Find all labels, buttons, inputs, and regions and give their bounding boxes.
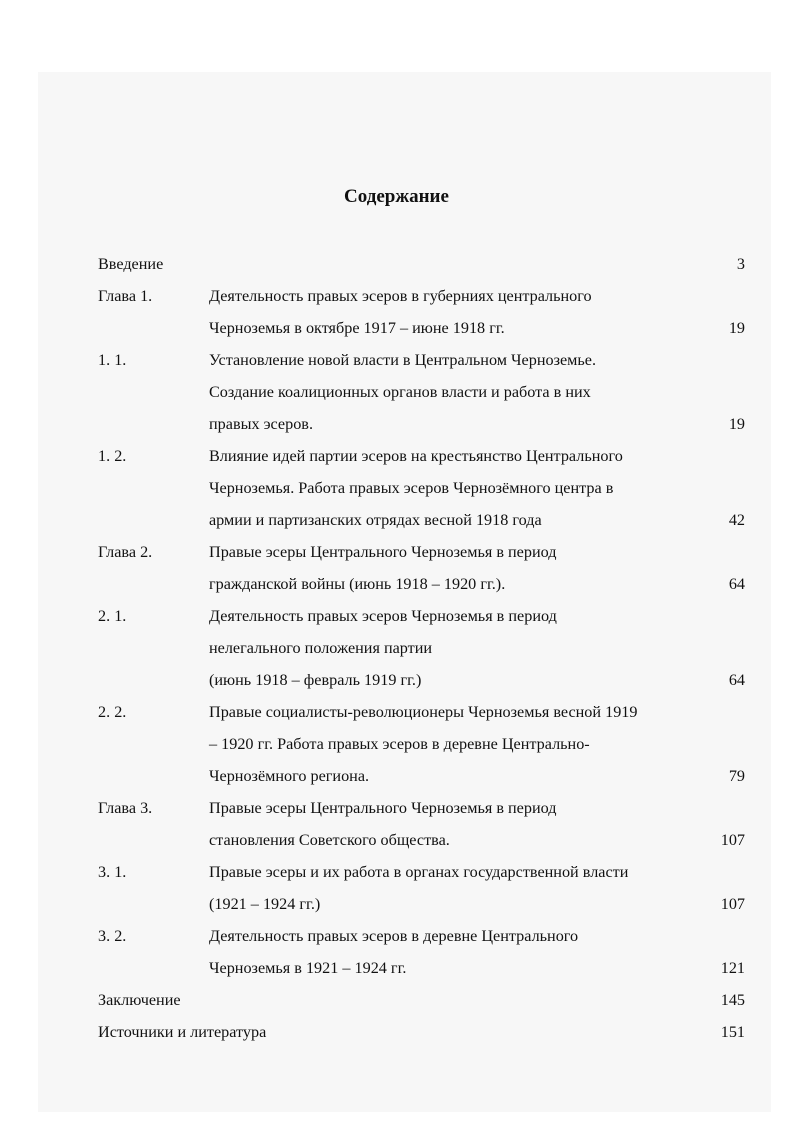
toc-label: Глава 2. [98,543,153,561]
toc-entry-text: становления Советского общества. [209,831,450,849]
toc-page-number: 107 [720,895,745,913]
page-title: Содержание [344,186,449,207]
toc-entry-text: Деятельность правых эсеров в губерниях центрального [209,287,592,305]
toc-label: 1. 2. [98,447,127,465]
toc-entry-text: (июнь 1918 – февраль 1919 гг.) [209,671,422,689]
toc-entry-text: Установление новой власти в Центральном Черноземье. [209,351,597,369]
toc-page-number: 79 [728,767,745,785]
toc-entry-text: Черноземья. Работа правых эсеров Чернозёмного центра в [209,479,614,497]
toc-entry-text: Правые эсеры Центрального Черноземья в период [209,543,557,561]
toc-label: 3. 2. [98,927,127,945]
toc-page-number: 151 [720,1023,745,1041]
toc-page-number: 19 [728,319,745,337]
toc-page-number: 145 [720,991,745,1009]
toc-label: Источники и литература [98,1023,267,1041]
toc-entry-text: Деятельность правых эсеров Черноземья в период [209,607,557,625]
toc-label: Глава 3. [98,799,153,817]
toc-page-number: 3 [736,255,745,273]
toc-entry-text: нелегального положения партии [209,639,433,657]
toc-page-number: 107 [720,831,745,849]
toc-entry-text: правых эсеров. [209,415,313,433]
toc-entry-text: Правые эсеры и их работа в органах государственной власти [209,863,629,881]
toc-entry-text: Правые эсеры Центрального Черноземья в период [209,799,557,817]
toc-entry-text: Деятельность правых эсеров в деревне Центрального [209,927,579,945]
toc-entry-text: – 1920 гг. Работа правых эсеров в деревне Центрально- [209,735,590,753]
toc-entry-text: армии и партизанских отрядах весной 1918 года [209,511,542,529]
toc-label: Введение [98,255,164,273]
toc-page-number: 19 [728,415,745,433]
toc-label: 2. 1. [98,607,127,625]
toc-entry-text: Черноземья в октябре 1917 – июне 1918 гг. [209,319,505,337]
toc-page-number: 42 [728,511,745,529]
toc-entry-text: Создание коалиционных органов власти и работа в них [209,383,591,401]
toc-entry-text: Правые социалисты-революционеры Черноземья весной 1919 [209,703,638,721]
toc-label: Заключение [98,991,181,1009]
toc-page-number: 64 [728,575,745,593]
toc-page-number: 121 [720,959,745,977]
toc-page-number: 64 [728,671,745,689]
toc-entry-text: гражданской войны (июнь 1918 – 1920 гг.). [209,575,506,593]
toc-label: 3. 1. [98,863,127,881]
toc-label: Глава 1. [98,287,153,305]
toc-label: 1. 1. [98,351,127,369]
toc-label: 2. 2. [98,703,127,721]
toc-entry-text: Влияние идей партии эсеров на крестьянство Центрального [209,447,623,465]
toc-entry-text: Черноземья в 1921 – 1924 гг. [209,959,407,977]
toc-entry-text: (1921 – 1924 гг.) [209,895,321,913]
toc-entry-text: Чернозёмного региона. [209,767,370,785]
